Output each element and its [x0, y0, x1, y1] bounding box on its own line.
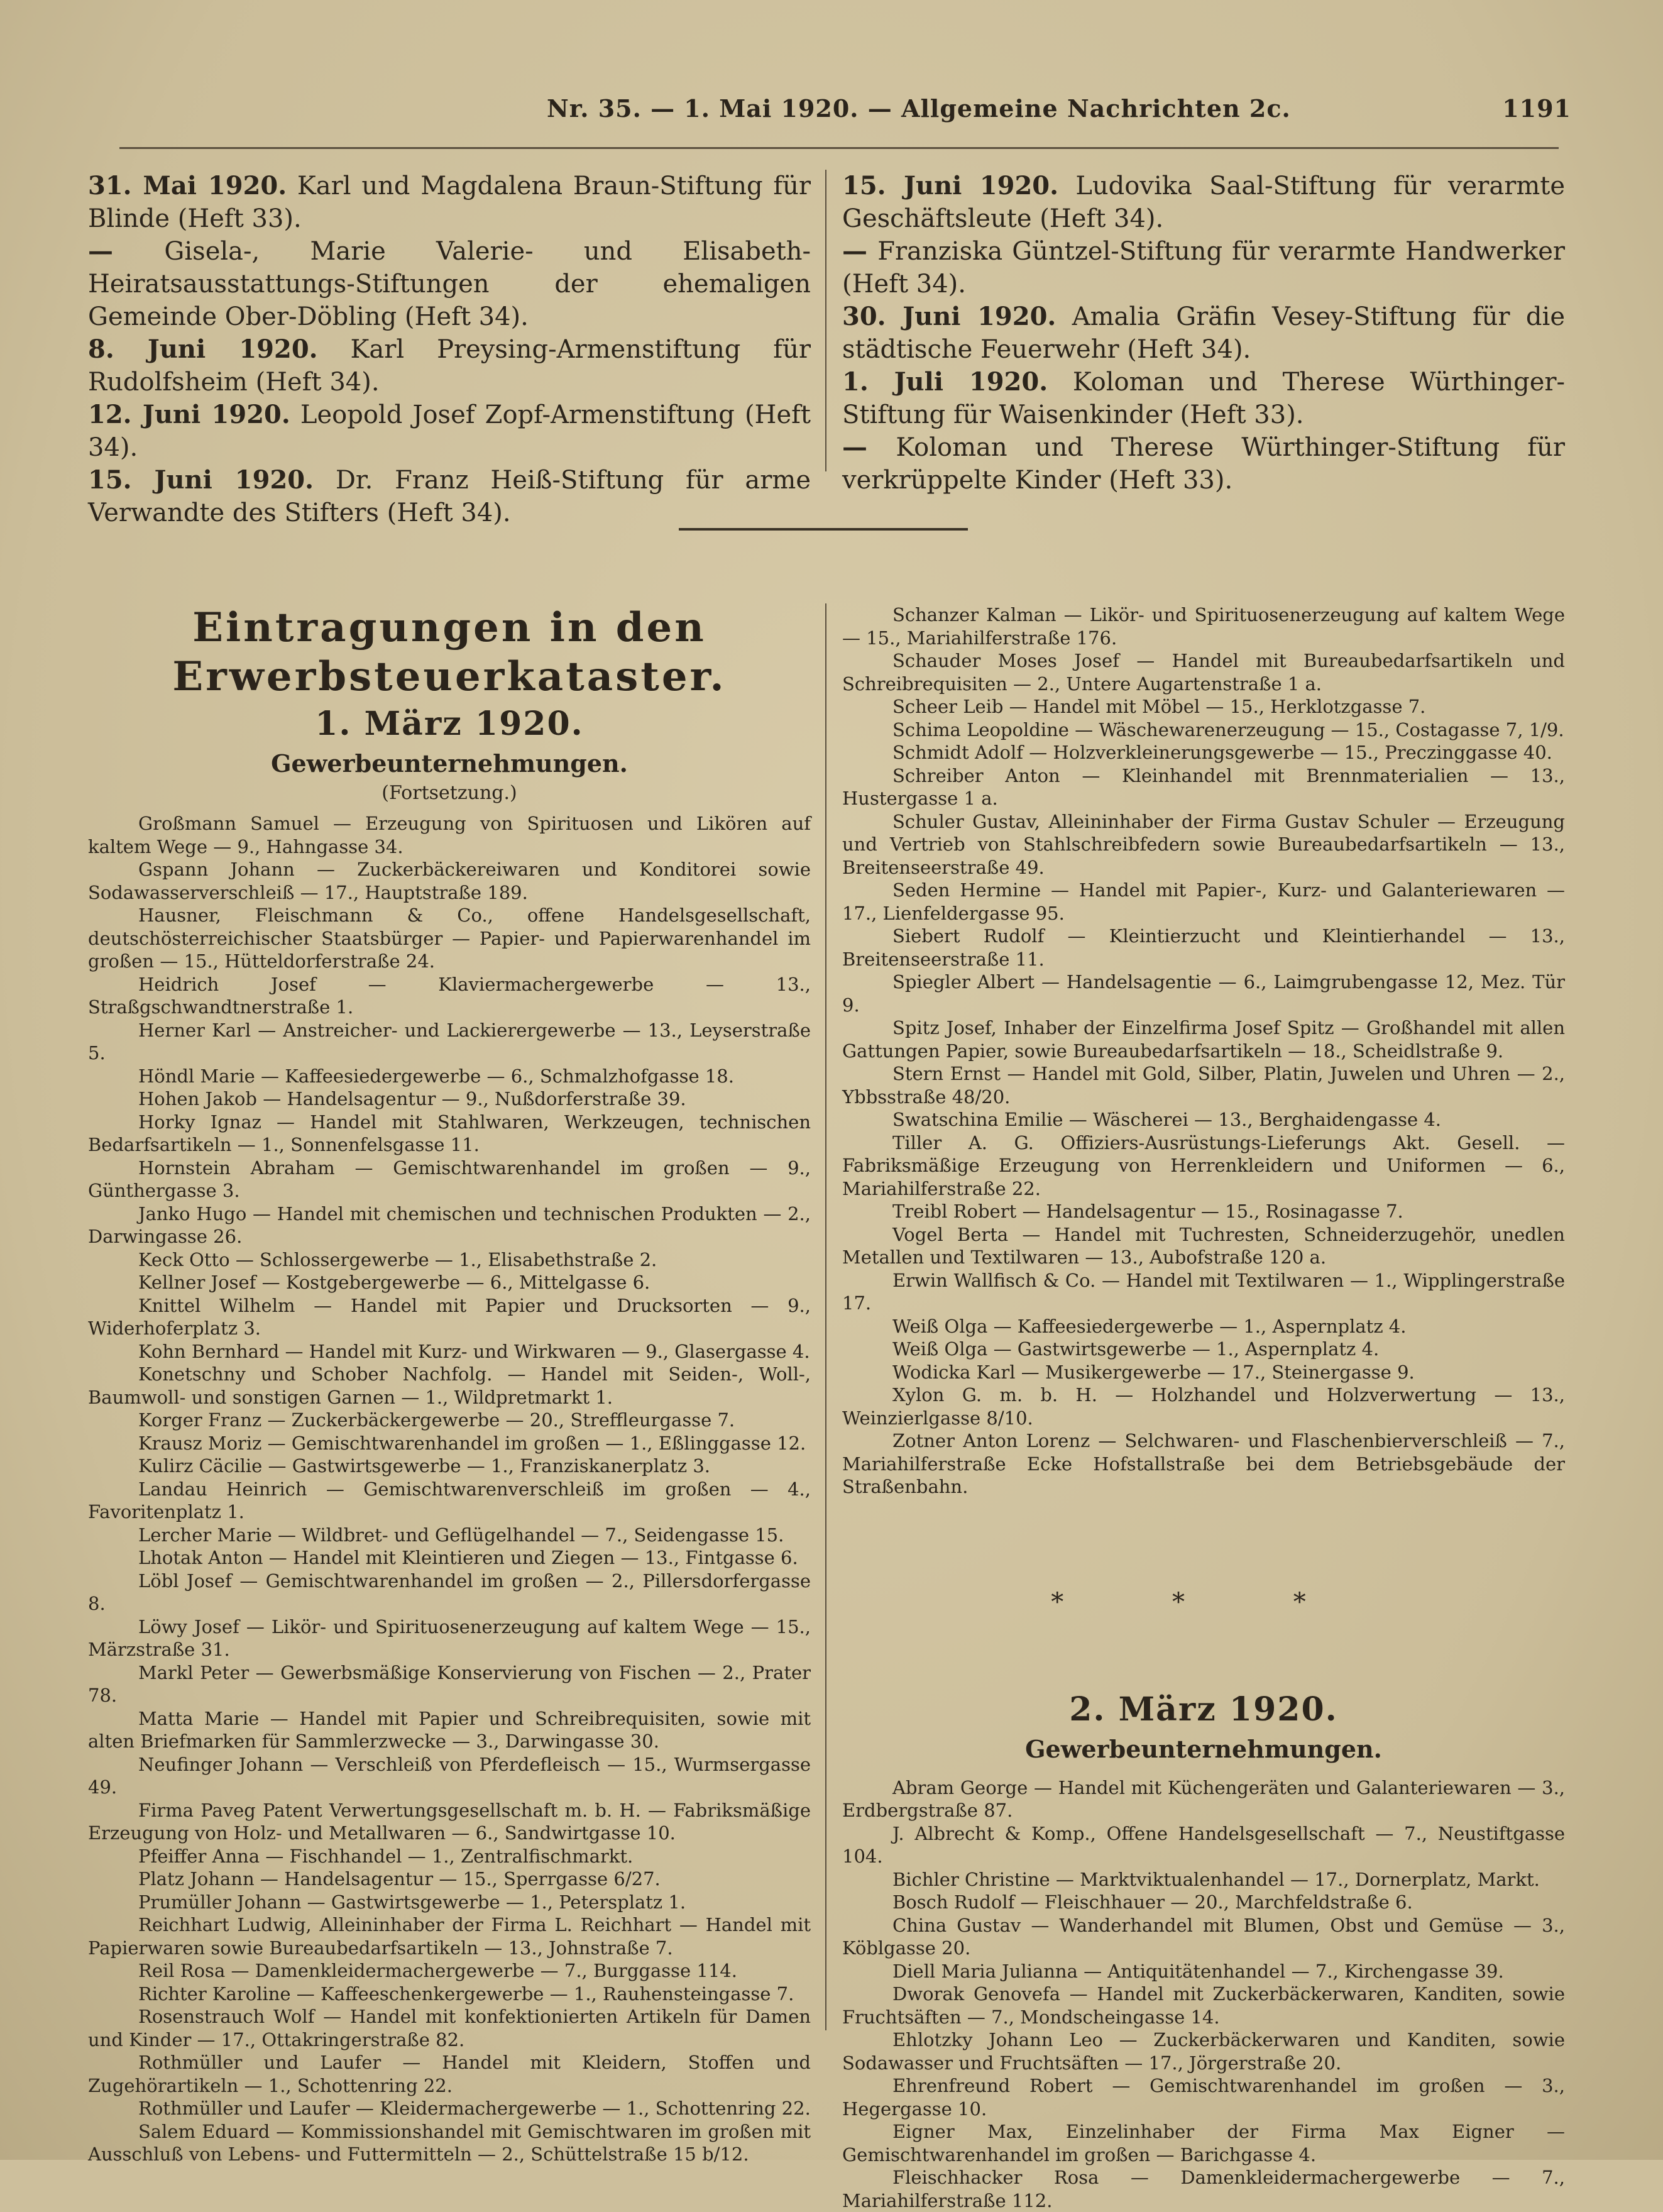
page-number: 1191 [1502, 94, 1571, 123]
register-entry: Rothmüller und Laufer — Handel mit Kleidern, Stoffen und Zugehörartikeln — 1., Schottenring 22. [88, 2051, 811, 2097]
register-entry: Ehrenfreund Robert — Gemischtwarenhandel im großen — 3., Hegergasse 10. [842, 2074, 1565, 2120]
register-entry: Platz Johann — Handelsagentur — 15., Sperrgasse 6/27. [88, 1868, 811, 1891]
list-item: 31. Mai 1920. Karl und Magdalena Braun-Stiftung für Blinde (Heft 33). [88, 170, 811, 235]
register-entry: Hohen Jakob — Handelsagentur — 9., Nußdorferstraße 39. [88, 1087, 811, 1111]
register-entry: Höndl Marie — Kaffeesiedergewerbe — 6., Schmalzhofgasse 18. [88, 1065, 811, 1088]
subheading: Gewerbeunternehmungen. [88, 747, 811, 781]
register-entry: Kulirz Cäcilie — Gastwirtsgewerbe — 1., Franziskanerplatz 3. [88, 1455, 811, 1478]
register-entry: Markl Peter — Gewerbsmäßige Konservierung von Fischen — 2., Prater 78. [88, 1661, 811, 1707]
register-entry: Firma Paveg Patent Verwertungsgesellschaft m. b. H. — Fabriksmäßige Erzeugung von Holz- und Metallwaren — 6., Sandwirtgasse 10. [88, 1799, 811, 1845]
register-entry: Salem Eduard — Kommissionshandel mit Gemischtwaren im großen mit Ausschluß von Lebens- und Futtermitteln — 2., Schüttelstraße 15 b/12. [88, 2120, 811, 2166]
register-entry: Prumüller Johann — Gastwirtsgewerbe — 1., Petersplatz 1. [88, 1891, 811, 1914]
register-entry: Siebert Rudolf — Kleintierzucht und Kleintierhandel — 13., Breitenseerstraße 11. [842, 925, 1565, 971]
header-title: Nr. 35. — 1. Mai 1920. — Allgemeine Nachrichten 2c. [547, 94, 1291, 123]
register-entry: Großmann Samuel — Erzeugung von Spirituosen und Likören auf kaltem Wege — 9., Hahngasse 34. [88, 812, 811, 858]
register-entry: Tiller A. G. Offiziers-Ausrüstungs-Lieferungs Akt. Gesell. — Fabriksmäßige Erzeugung von Herrenkleidern und Uniformen — 6., Mariahilferstraße 22. [842, 1131, 1565, 1201]
register-entry: Schima Leopoldine — Wäschewarenerzeugung — 15., Costagasse 7, 1/9. [842, 718, 1565, 742]
register-entry: Korger Franz — Zuckerbäckergewerbe — 20., Streffleurgasse 7. [88, 1409, 811, 1432]
register-entry: Ehlotzky Johann Leo — Zuckerbäckerwaren und Kanditen, sowie Sodawasser und Fruchtsäften — 17., Jörgerstraße 20. [842, 2028, 1565, 2074]
register-entry: Landau Heinrich — Gemischtwarenverschleiß im großen — 4., Favoritenplatz 1. [88, 1478, 811, 1524]
register-entry: Xylon G. m. b. H. — Holzhandel und Holzverwertung — 13., Weinzierlgasse 8/10. [842, 1384, 1565, 1429]
register-entry: Bosch Rudolf — Fleischhauer — 20., Marchfeldstraße 6. [842, 1891, 1565, 1914]
register-entry: Pfeiffer Anna — Fischhandel — 1., Zentralfischmarkt. [88, 1845, 811, 1868]
register-entry: Weiß Olga — Gastwirtsgewerbe — 1., Aspernplatz 4. [842, 1338, 1565, 1361]
register-entry: Hornstein Abraham — Gemischtwarenhandel im großen — 9., Günthergasse 3. [88, 1157, 811, 1202]
running-header [94, 94, 1571, 138]
register-entry: Janko Hugo — Handel mit chemischen und technischen Produkten — 2., Darwingasse 26. [88, 1202, 811, 1248]
register-entry: Fleischhacker Rosa — Damenkleidermachergewerbe — 7., Mariahilferstraße 112. [842, 2166, 1565, 2212]
register-entry: Erwin Wallfisch & Co. — Handel mit Textilwaren — 1., Wipplingerstraße 17. [842, 1269, 1565, 1315]
list-item: 12. Juni 1920. Leopold Josef Zopf-Armenstiftung (Heft 34). [88, 399, 811, 464]
register-entry: Schauder Moses Josef — Handel mit Bureaubedarfsartikeln und Schreibrequisiten — 2., Untere Augartenstraße 1 a. [842, 649, 1565, 695]
register-entry: Schuler Gustav, Alleininhaber der Firma Gustav Schuler — Erzeugung und Vertrieb von Stahlschreibfedern sowie Bureaubedarfsartikeln — 13., Breitenseerstraße 49. [842, 810, 1565, 879]
register-entry: Stern Ernst — Handel mit Gold, Silber, Platin, Juwelen und Uhren — 2., Ybbsstraße 48/20. [842, 1062, 1565, 1108]
list-item: 15. Juni 1920. Dr. Franz Heiß-Stiftung für arme Verwandte des Stifters (Heft 34). [88, 464, 811, 529]
register-entry: Treibl Robert — Handelsagentur — 15., Rosinagasse 7. [842, 1200, 1565, 1223]
header-rule [119, 140, 1559, 149]
section-separator [679, 528, 968, 531]
list-item: — Koloman und Therese Würthinger-Stiftung für verkrüppelte Kinder (Heft 33). [842, 431, 1565, 497]
register-entry: Eigner Max, Einzelinhaber der Firma Max Eigner — Gemischtwarenhandel im großen — Barichgasse 4. [842, 2120, 1565, 2166]
register-entry: Knittel Wilhelm — Handel mit Papier und Drucksorten — 9., Widerhoferplatz 3. [88, 1294, 811, 1340]
lower-right-column [842, 603, 1565, 2030]
register-entry: Keck Otto — Schlossergewerbe — 1., Elisabethstraße 2. [88, 1248, 811, 1272]
register-entry: Spiegler Albert — Handelsagentie — 6., Laimgrubengasse 12, Mez. Tür 9. [842, 971, 1565, 1016]
entry-list [88, 812, 811, 2166]
register-entry: Schreiber Anton — Kleinhandel mit Brennmaterialien — 13., Hustergasse 1 a. [842, 764, 1565, 810]
register-entry: Wodicka Karl — Musikergewerbe — 17., Steinergasse 9. [842, 1361, 1565, 1384]
entry-list [842, 1776, 1565, 2212]
register-entry: Gspann Johann — Zuckerbäckereiwaren und Konditorei sowie Sodawasserverschleiß — 17., Hauptstraße 189. [88, 858, 811, 904]
register-entry: Lercher Marie — Wildbret- und Geflügelhandel — 7., Seidengasse 15. [88, 1524, 811, 1547]
register-entry: Scheer Leib — Handel mit Möbel — 15., Herklotzgasse 7. [842, 695, 1565, 718]
list-item: — Franziska Güntzel-Stiftung für verarmte Handwerker (Heft 34). [842, 235, 1565, 300]
register-entry: Zotner Anton Lorenz — Selchwaren- und Flaschenbierverschleiß — 7., Mariahilferstraße Ecke Hofstallstraße bei dem Betriebsgebäude der Straßenbahn. [842, 1429, 1565, 1499]
register-entry: Richter Karoline — Kaffeeschenkergewerbe — 1., Rauhensteingasse 7. [88, 1983, 811, 2006]
register-entry: Spitz Josef, Inhaber der Einzelfirma Josef Spitz — Großhandel mit allen Gattungen Papier, sowie Bureaubedarfsartikeln — 18., Scheidlstraße 9. [842, 1016, 1565, 1062]
register-entry: Löbl Josef — Gemischtwarenhandel im großen — 2., Pillersdorfergasse 8. [88, 1570, 811, 1615]
register-entry: Kohn Bernhard — Handel mit Kurz- und Wirkwaren — 9., Glasergasse 4. [88, 1340, 811, 1363]
register-entry: Dworak Genovefa — Handel mit Zuckerbäckerwaren, Kanditen, sowie Fruchtsäften — 7., Mondscheingasse 14. [842, 1983, 1565, 2028]
subheading-2: Gewerbeunternehmungen. [842, 1732, 1565, 1766]
register-entry: Abram George — Handel mit Küchengeräten und Galanteriewaren — 3., Erdbergstraße 87. [842, 1776, 1565, 1822]
register-entry: Herner Karl — Anstreicher- und Lackierergewerbe — 13., Leyserstraße 5. [88, 1019, 811, 1065]
register-entry: Hausner, Fleischmann & Co., offene Handelsgesellschaft, deutschösterreichischer Staatsbürger — Papier- und Papierwarenhandel im großen — 15., Hütteldorferstraße 24. [88, 904, 811, 973]
register-entry: Heidrich Josef — Klaviermachergewerbe — 13., Straßgschwandtnerstraße 1. [88, 973, 811, 1019]
register-entry: Schmidt Adolf — Holzverkleinerungsgewerbe — 15., Preczinggasse 40. [842, 741, 1565, 764]
list-item: 30. Juni 1920. Amalia Gräfin Vesey-Stiftung für die städtische Feuerwehr (Heft 34). [842, 300, 1565, 366]
column-divider [825, 603, 826, 2030]
register-entry: Schanzer Kalman — Likör- und Spirituosenerzeugung auf kaltem Wege — 15., Mariahilferstraße 176. [842, 603, 1565, 649]
register-entry: Vogel Berta — Handel mit Tuchresten, Schneiderzugehör, unedlen Metallen und Textilwaren — 13., Aubofstraße 120 a. [842, 1223, 1565, 1269]
register-entry: China Gustav — Wanderhandel mit Blumen, Obst und Gemüse — 3., Köblgasse 20. [842, 1914, 1565, 1960]
register-entry: Swatschina Emilie — Wäscherei — 13., Berghaidengasse 4. [842, 1108, 1565, 1131]
register-entry: Neufinger Johann — Verschleiß von Pferdefleisch — 15., Wurmsergasse 49. [88, 1753, 811, 1799]
register-entry: Krausz Moriz — Gemischtwarenhandel im großen — 1., Eßlinggasse 12. [88, 1432, 811, 1455]
date-heading: 1. März 1920. [88, 702, 811, 747]
register-entry: Horky Ignaz — Handel mit Stahlwaren, Werkzeugen, technischen Bedarfsartikeln — 1., Sonnenfelsgasse 11. [88, 1111, 811, 1157]
register-entry: Kellner Josef — Kostgebergewerbe — 6., Mittelgasse 6. [88, 1271, 811, 1294]
register-entry: Diell Maria Julianna — Antiquitätenhandel — 7., Kirchengasse 39. [842, 1960, 1565, 1983]
register-entry: Bichler Christine — Marktviktualenhandel — 17., Dornerplatz, Markt. [842, 1868, 1565, 1891]
top-right-column [842, 170, 1565, 497]
date-heading-2: 2. März 1920. [842, 1687, 1565, 1732]
register-entry: Löwy Josef — Likör- und Spirituosenerzeugung auf kaltem Wege — 15., Märzstraße 31. [88, 1615, 811, 1661]
top-left-column [88, 170, 811, 529]
register-entry: Rothmüller und Laufer — Kleidermachergewerbe — 1., Schottenring 22. [88, 2097, 811, 2120]
register-entry: Seden Hermine — Handel mit Papier-, Kurz- und Galanteriewaren — 17., Lienfeldergasse 95. [842, 879, 1565, 925]
list-item: 15. Juni 1920. Ludovika Saal-Stiftung für verarmte Geschäftsleute (Heft 34). [842, 170, 1565, 235]
register-entry: Konetschny und Schober Nachfolg. — Handel mit Seiden-, Woll-, Baumwoll- und sonstigen Garnen — 1., Wildpretmarkt 1. [88, 1363, 811, 1409]
register-entry: Reichhart Ludwig, Alleininhaber der Firma L. Reichhart — Handel mit Papierwaren sowie Bureaubedarfsartikeln — 13., Johnstraße 7. [88, 1913, 811, 1959]
register-entry: Lhotak Anton — Handel mit Kleintieren und Ziegen — 13., Fintgasse 6. [88, 1546, 811, 1570]
register-entry: Rosenstrauch Wolf — Handel mit konfektionierten Artikeln für Damen und Kinder — 17., Ottakringerstraße 82. [88, 2005, 811, 2051]
register-entry: Reil Rosa — Damenkleidermachergewerbe — 7., Burggasse 114. [88, 1959, 811, 1983]
section-title: Eintragungen in den Erwerbsteuerkataster. [88, 603, 811, 702]
register-entry: Weiß Olga — Kaffeesiedergewerbe — 1., Aspernplatz 4. [842, 1315, 1565, 1338]
list-item: 1. Juli 1920. Koloman und Therese Würthinger-Stiftung für Waisenkinder (Heft 33). [842, 366, 1565, 431]
list-item: — Gisela-, Marie Valerie- und Elisabeth-Heiratsausstattungs-Stiftungen der ehemaligen Gemeinde Ober-Döbling (Heft 34). [88, 235, 811, 333]
register-entry: J. Albrecht & Komp., Offene Handelsgesellschaft — 7., Neustiftgasse 104. [842, 1822, 1565, 1868]
column-divider-top [825, 170, 826, 471]
section-stars: * * * [842, 1587, 1565, 1618]
continued-note: (Fortsetzung.) [88, 781, 811, 806]
register-entry: Matta Marie — Handel mit Papier und Schreibrequisiten, sowie mit alten Briefmarken für Sammlerzwecke — 3., Darwingasse 30. [88, 1707, 811, 1753]
entry-list [842, 603, 1565, 1499]
lower-left-column [88, 603, 811, 2030]
list-item: 8. Juni 1920. Karl Preysing-Armenstiftung für Rudolfsheim (Heft 34). [88, 333, 811, 399]
